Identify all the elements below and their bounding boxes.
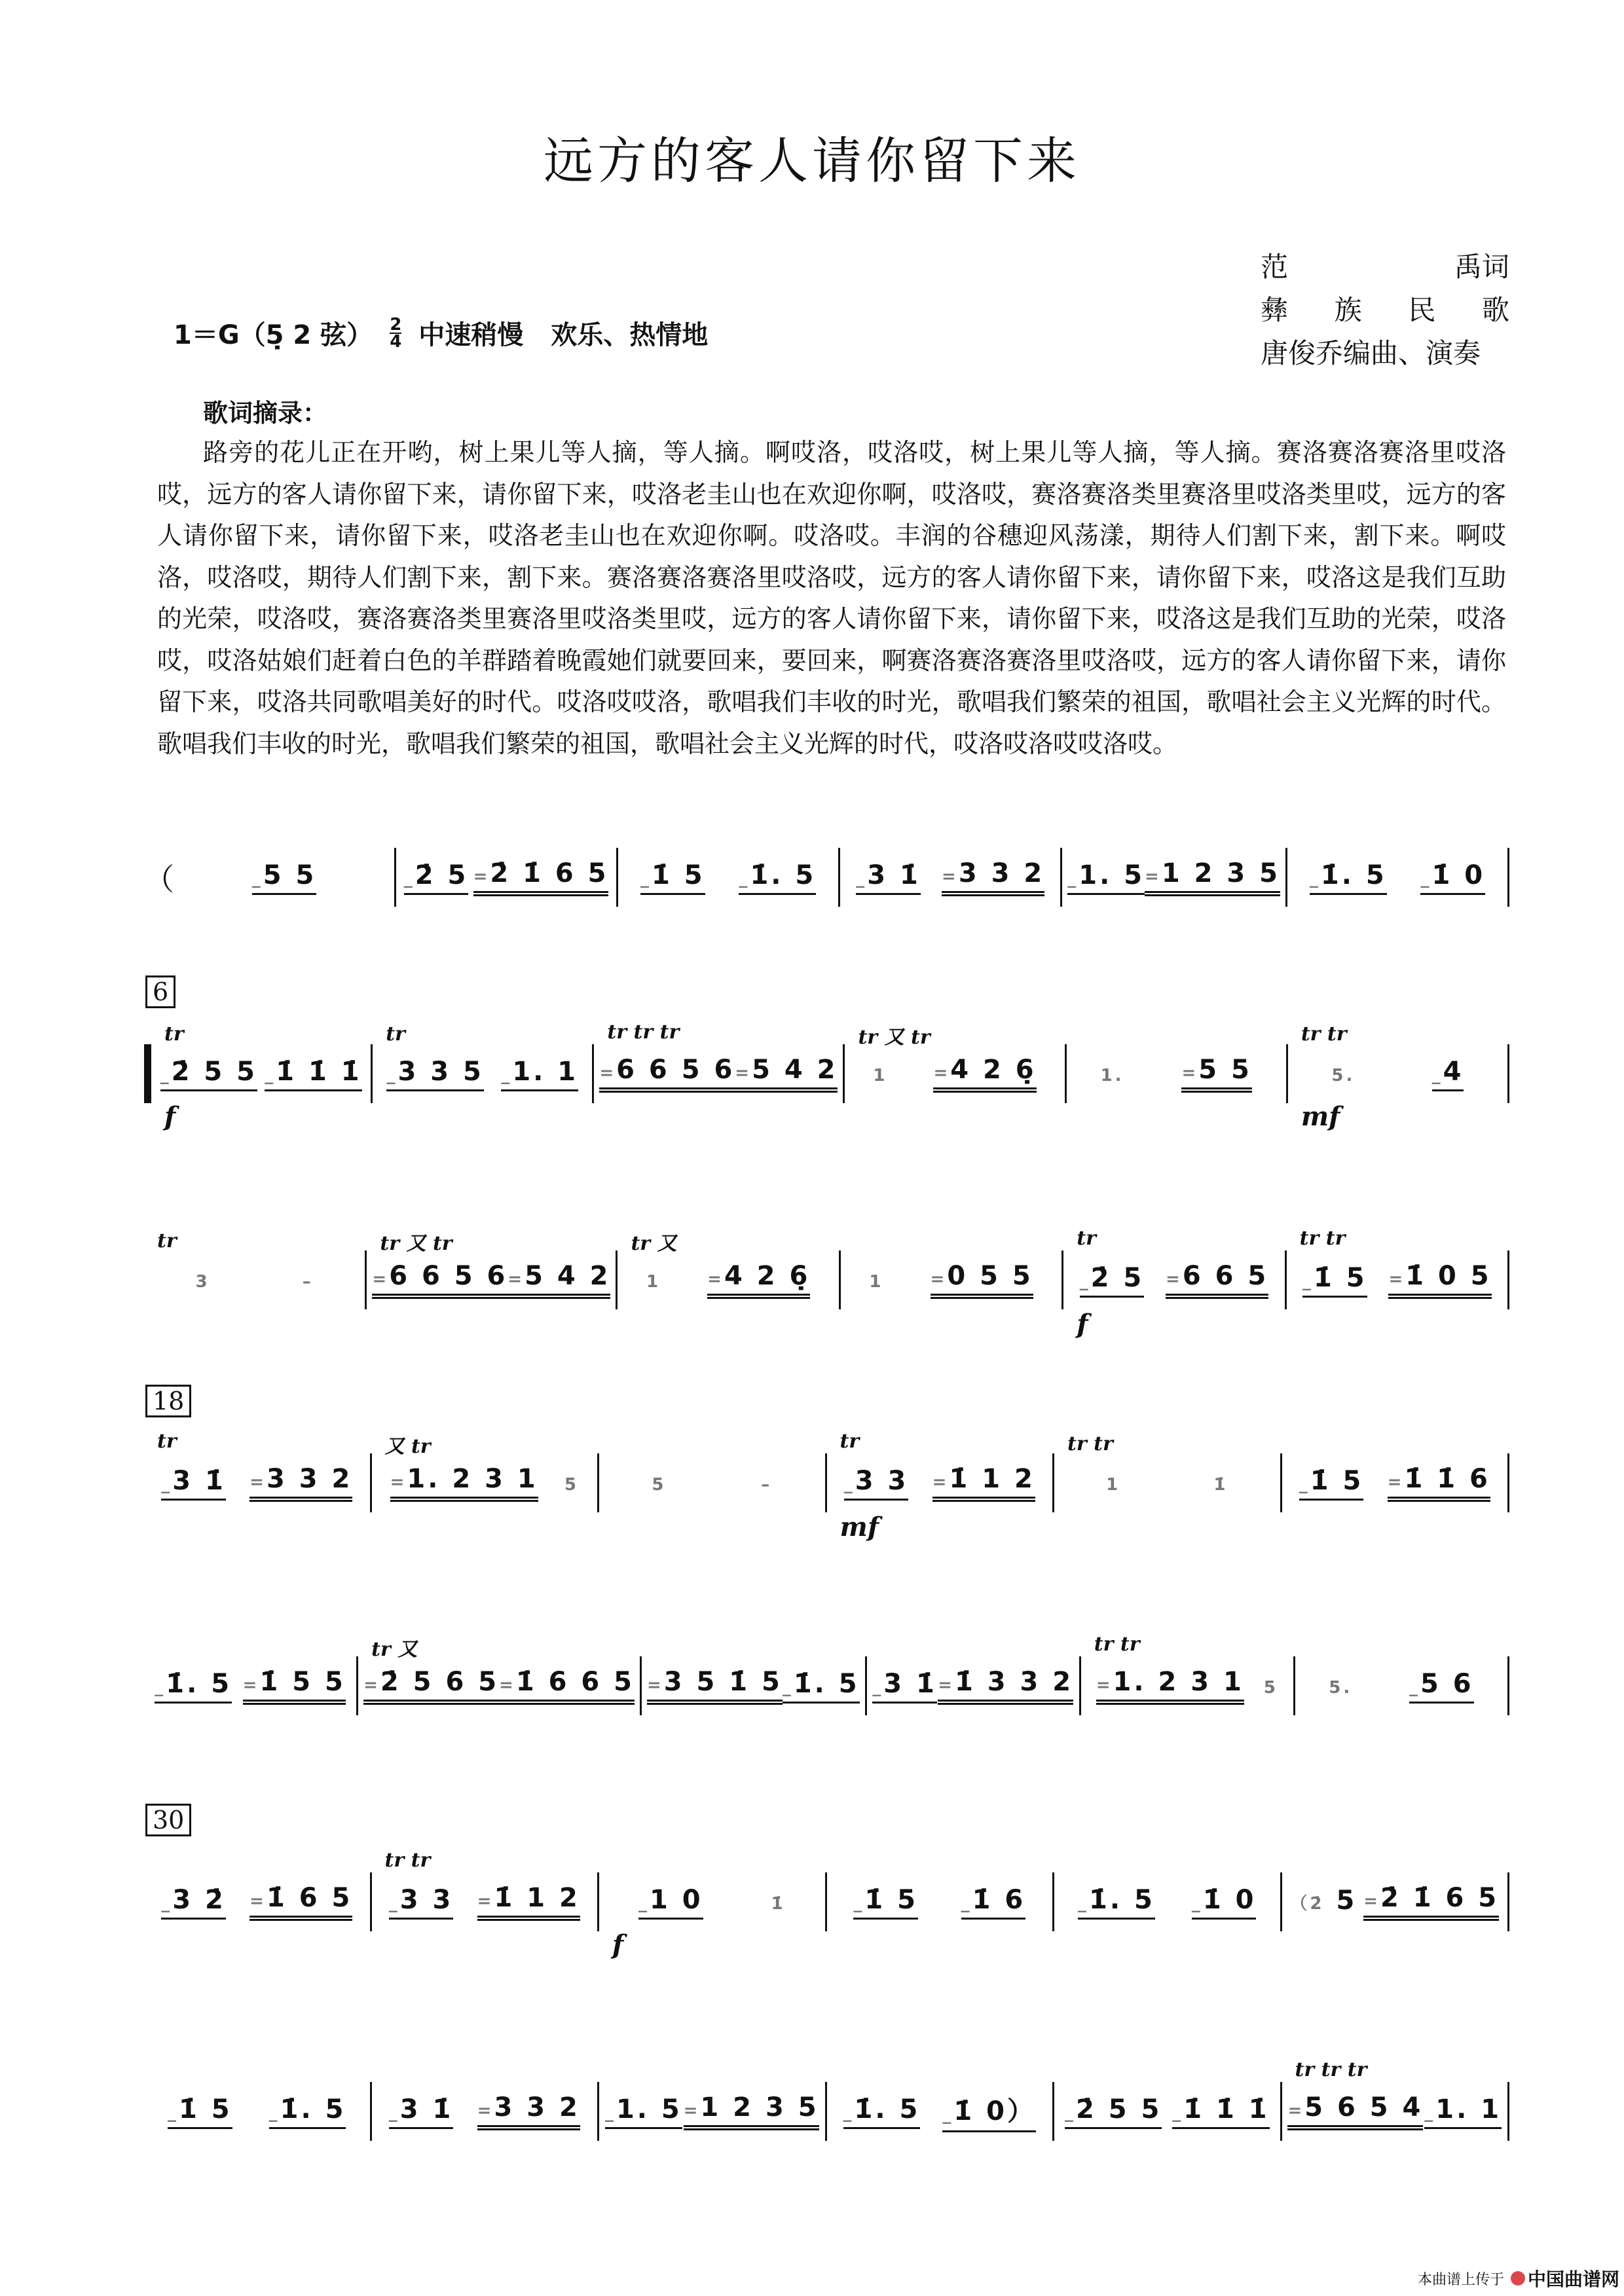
- page-title: 远方的客人请你留下来: [544, 132, 1080, 190]
- trill-marking: tr: [157, 1430, 177, 1453]
- note-group: =3 3 2: [249, 1464, 352, 1502]
- note-group: _1̇ 0: [1420, 860, 1485, 895]
- note-group: _1̇ 5: [1302, 1263, 1367, 1298]
- footer-text: 本曲谱上传于: [1418, 2271, 1505, 2288]
- score-line: [144, 1227, 1509, 1339]
- measure: [1081, 1633, 1293, 1705]
- note-group: =2̇ 1̇ 6 5: [1363, 1883, 1499, 1921]
- note-group: =6 6 5: [1166, 1261, 1268, 1299]
- measure: [144, 1430, 370, 1502]
- lyricist-credit: 禹词: [1454, 251, 1509, 283]
- note-group: _1̇. 5: [1310, 860, 1387, 895]
- note-group: _3 3: [844, 1466, 909, 1501]
- note-group: 1̇: [771, 1894, 786, 1914]
- dynamic-marking: mf: [840, 1512, 879, 1542]
- score-line: [144, 1849, 1509, 1960]
- measure: [1054, 1432, 1280, 1499]
- note-group: =1. 2 3 1: [1096, 1667, 1244, 1705]
- open-paren: （: [144, 862, 174, 897]
- note-group: _3 1̇: [161, 1466, 226, 1501]
- time-bottom: 4: [390, 331, 402, 352]
- dynamic-marking: f: [164, 1101, 176, 1132]
- measure: [1054, 2094, 1280, 2129]
- note-group: _1. 5: [605, 2094, 682, 2129]
- measure: [1062, 858, 1285, 896]
- note-group: 1: [646, 1272, 661, 1292]
- measure: [144, 1230, 365, 1296]
- note-group: _1̇ 6: [961, 1885, 1026, 1920]
- note-group: 1: [1106, 1475, 1121, 1495]
- note-group: 1̇: [1213, 1475, 1228, 1495]
- note-group: 5: [1263, 1678, 1278, 1698]
- measure: [358, 1638, 640, 1705]
- note-group: _1̇. 5: [843, 2094, 921, 2129]
- measure: [599, 1884, 825, 1960]
- origin-2: 族: [1334, 294, 1362, 326]
- credits: [1261, 246, 1509, 375]
- measure: [1295, 1669, 1507, 1704]
- note-group: （2̇ 5: [1290, 1886, 1357, 1916]
- rehearsal-mark: 18: [145, 1385, 191, 1417]
- measure: [599, 1467, 825, 1499]
- note-group: =6 6 5 6: [372, 1261, 507, 1299]
- trill-marking: tr tr tr: [1295, 2058, 1367, 2081]
- expression-marking: 欢乐、热情地: [551, 320, 709, 350]
- note-group: =3 3 2: [477, 2092, 580, 2130]
- note-group: 1.: [1100, 1066, 1124, 1085]
- measure: [618, 860, 838, 895]
- note-group: _1. 1: [1424, 2094, 1502, 2129]
- note-group: _1̇ 0）: [942, 2090, 1036, 2132]
- repeat-start-barline: [144, 1044, 151, 1103]
- note-group: –: [761, 1475, 773, 1495]
- note-group: =5 4 2: [507, 1261, 610, 1299]
- note-group: =1̇ 3 3 2: [938, 1667, 1073, 1705]
- measure: [372, 1849, 598, 1921]
- trill-marking: tr 又: [631, 1232, 677, 1255]
- measure: [144, 2094, 370, 2129]
- measure: [867, 1667, 1079, 1705]
- measure: [1287, 860, 1507, 895]
- trill-marking: tr 又 tr: [380, 1232, 452, 1255]
- rehearsal-mark: 30: [145, 1804, 191, 1836]
- note-group: _3 1̇: [872, 1669, 937, 1704]
- note-group: =1. 2 3 1: [390, 1464, 538, 1502]
- barline: [1507, 1656, 1509, 1715]
- trill-marking: tr: [840, 1430, 860, 1453]
- measure: [827, 2090, 1053, 2132]
- note-group: =2̇ 5 6 5: [363, 1667, 499, 1705]
- note-group: _1̇. 5: [1078, 1885, 1155, 1920]
- measure: [599, 2092, 825, 2130]
- score-line: [144, 1430, 1509, 1542]
- score-line: [144, 1633, 1509, 1712]
- trill-marking: tr 又 tr: [858, 1026, 931, 1049]
- note-group: =2̇ 1̇ 6 5: [473, 858, 609, 896]
- measure: [144, 1883, 370, 1921]
- barline: [1507, 1453, 1509, 1512]
- note-group: –: [302, 1272, 314, 1292]
- measure: [373, 1022, 592, 1091]
- measure: [174, 860, 394, 895]
- measure: [841, 1261, 1061, 1299]
- measure: [1067, 1055, 1286, 1093]
- note-group: _1̇ 5: [168, 2094, 232, 2129]
- note-group: _5 6: [1409, 1669, 1474, 1704]
- note-group: 5.: [1329, 1678, 1353, 1698]
- dynamic-marking: f: [1077, 1309, 1088, 1339]
- note-group: =4 2 6̣: [933, 1055, 1036, 1093]
- note-group: _3 1̇: [389, 2094, 454, 2129]
- note-group: =5 5: [1181, 1055, 1251, 1093]
- measure: [372, 2092, 598, 2130]
- note-group: 3: [195, 1272, 210, 1292]
- score-line: [144, 2058, 1509, 2138]
- footer: [1418, 2265, 1619, 2291]
- note-group: =1̇ 1̇ 6: [1388, 1464, 1490, 1502]
- measure: [151, 1022, 371, 1132]
- measure: [1063, 1227, 1284, 1339]
- note-group: 5.: [1331, 1066, 1356, 1085]
- trill-marking: tr tr: [1301, 1022, 1347, 1046]
- trill-marking: tr tr: [1094, 1633, 1140, 1656]
- measure: [1287, 1227, 1507, 1299]
- origin-4: 歌: [1481, 294, 1509, 326]
- lyricist-surname: 范: [1261, 251, 1289, 283]
- measure: [845, 1026, 1064, 1093]
- note-group: 5: [564, 1475, 579, 1495]
- note-group: 1: [873, 1066, 888, 1085]
- note-group: =3 5 1̇ 5: [647, 1667, 783, 1705]
- note-group: _5 5: [252, 860, 317, 895]
- trill-marking: tr tr: [1299, 1227, 1346, 1250]
- measure: [372, 1435, 598, 1502]
- note-group: =1̇ 6 5: [249, 1883, 352, 1921]
- note-group: _1̇ 5: [853, 1885, 918, 1920]
- barline: [1507, 2082, 1509, 2141]
- note-group: _1̇. 5: [155, 1669, 232, 1704]
- site-logo: [1511, 2265, 1619, 2291]
- measure: [144, 1667, 356, 1705]
- note-group: _1̇. 5: [739, 860, 816, 895]
- trill-marking: tr tr: [384, 1849, 431, 1872]
- note-group: =1̇ 0 5: [1388, 1261, 1491, 1299]
- origin-3: 民: [1408, 294, 1436, 326]
- note-group: _2̇ 5 5: [1065, 2094, 1162, 2129]
- trill-marking: tr: [157, 1230, 177, 1252]
- note-group: _3 2̇: [161, 1885, 226, 1920]
- dynamic-marking: mf: [1301, 1101, 1340, 1132]
- trill-marking: tr: [386, 1022, 405, 1046]
- note-group: =1 2 3 5: [684, 2092, 819, 2130]
- note-group: _4: [1432, 1057, 1464, 1091]
- note-group: 5: [652, 1475, 667, 1495]
- barline: [1507, 1872, 1509, 1931]
- barline: [1507, 1250, 1509, 1309]
- logo-icon: [1511, 2271, 1525, 2286]
- note-group: =1̇ 1 2: [477, 1883, 580, 1921]
- note-group: =1 2 3 5: [1145, 858, 1280, 896]
- note-group: _1. 1: [501, 1057, 578, 1091]
- measure: [1282, 1464, 1508, 1502]
- note-group: _2̇ 5: [404, 860, 469, 895]
- note-group: =5 6 5 4: [1287, 2092, 1423, 2130]
- measure: [594, 1021, 843, 1093]
- note-group: =1̇ 6 6 5: [499, 1667, 635, 1705]
- note-group: _1̇ 0: [1192, 1885, 1257, 1920]
- note-group: _3 1̇: [856, 860, 921, 895]
- time-top: 2: [390, 314, 402, 335]
- trill-marking: tr 又: [371, 1638, 418, 1661]
- measure: [1054, 1885, 1280, 1920]
- note-group: _1. 5: [1067, 860, 1145, 895]
- note-group: _1̇ 1̇ 1̇: [265, 1057, 361, 1091]
- barline: [1507, 848, 1509, 907]
- measure: [1288, 1022, 1507, 1132]
- dynamic-marking: f: [612, 1929, 624, 1960]
- note-group: _1̇. 5: [783, 1669, 860, 1704]
- tempo-marking: 中速稍慢: [418, 320, 524, 350]
- measure: [1282, 2058, 1508, 2130]
- note-group: =6 6 5 6: [599, 1055, 735, 1093]
- note-group: _3 3 5: [386, 1057, 483, 1091]
- measure: [642, 1667, 865, 1705]
- origin-1: 彝: [1261, 294, 1289, 326]
- note-group: =1̇ 1 2: [932, 1464, 1035, 1502]
- measure: [367, 1232, 616, 1299]
- rehearsal-mark: 6: [145, 975, 175, 1008]
- note-group: _2̇ 5 5: [160, 1057, 257, 1091]
- note-group: _1̇ 1̇ 1̇: [1172, 2094, 1269, 2129]
- measure: [396, 858, 616, 896]
- logo-text: 中国曲谱网: [1528, 2269, 1620, 2290]
- score-line: [144, 851, 1509, 903]
- measure: [1282, 1883, 1508, 1921]
- trill-marking: tr: [164, 1022, 184, 1046]
- trill-marking: 又 tr: [384, 1435, 431, 1458]
- barline: [1507, 1044, 1509, 1103]
- measure: [827, 1430, 1053, 1542]
- lyrics-text: 路旁的花儿正在开哟，树上果儿等人摘，等人摘。啊哎洛，哎洛哎，树上果儿等人摘，等人摘。赛洛赛洛赛洛里哎洛哎，远方的客人请你留下来，请你留下来，哎洛老圭山也在欢迎你啊，哎洛哎，赛洛赛洛类里赛洛里哎洛类里哎，远方的客人请你留下来，请你留下来，哎洛老圭山也在欢迎你啊。哎洛哎。丰润的谷穗迎风荡漾，期待人们割下来，割下来。啊哎洛，哎洛哎，期待人们割下来，割下来。赛洛赛洛赛洛里哎洛哎，远方的客人请你留下来，请你留下来，哎洛这是我们互助的光荣，哎洛哎，赛洛赛洛类里赛洛里哎洛类里哎，远方的客人请你留下来，请你留下来，哎洛这是我们互助的光荣，哎洛哎，哎洛姑娘们赶着白色的羊群踏着晚霞她们就要回来，要回来，啊赛洛赛洛赛洛里哎洛哎，远方的客人请你留下来，请你留下来，哎洛共同歌唱美好的时代。哎洛哎哎洛，歌唱我们丰收的时光，歌唱我们繁荣的祖国，歌唱社会主义光辉的时代。歌唱我们丰收的时光，歌唱我们繁荣的祖国，歌唱社会主义光辉的时代，哎洛哎洛哎哎洛哎。: [157, 438, 1506, 758]
- lyrics-heading: 歌词摘录：: [203, 399, 328, 428]
- note-group: _2̇ 5: [1080, 1263, 1145, 1298]
- trill-marking: tr tr tr: [607, 1021, 680, 1044]
- note-group: _1̇. 5: [269, 2094, 346, 2129]
- time-signature: [390, 314, 402, 352]
- note-group: _1̇ 5: [640, 860, 705, 895]
- note-group: _1̇ 5: [1299, 1466, 1364, 1501]
- note-group: =0 5 5: [931, 1261, 1033, 1299]
- note-group: _1 0: [638, 1885, 703, 1920]
- measure: [840, 858, 1060, 896]
- note-group: =5 4 2: [735, 1055, 838, 1093]
- note-group: =4 2 6̣: [707, 1261, 810, 1299]
- note-group: =1̇ 5 5: [243, 1667, 346, 1705]
- note-group: =3 3 2: [942, 858, 1044, 896]
- measure: [827, 1885, 1053, 1920]
- key-signature-line: [174, 314, 708, 352]
- trill-marking: tr tr: [1067, 1432, 1113, 1455]
- measure: [618, 1232, 838, 1299]
- arranger-credit: 唐俊乔编曲、演奏: [1261, 337, 1481, 369]
- note-group: 1: [869, 1272, 884, 1292]
- key-signature: 1＝G（5̣ 2 弦）: [174, 320, 373, 350]
- note-group: _3 3: [389, 1885, 454, 1920]
- trill-marking: tr: [1077, 1227, 1096, 1250]
- score-line: [144, 1021, 1509, 1132]
